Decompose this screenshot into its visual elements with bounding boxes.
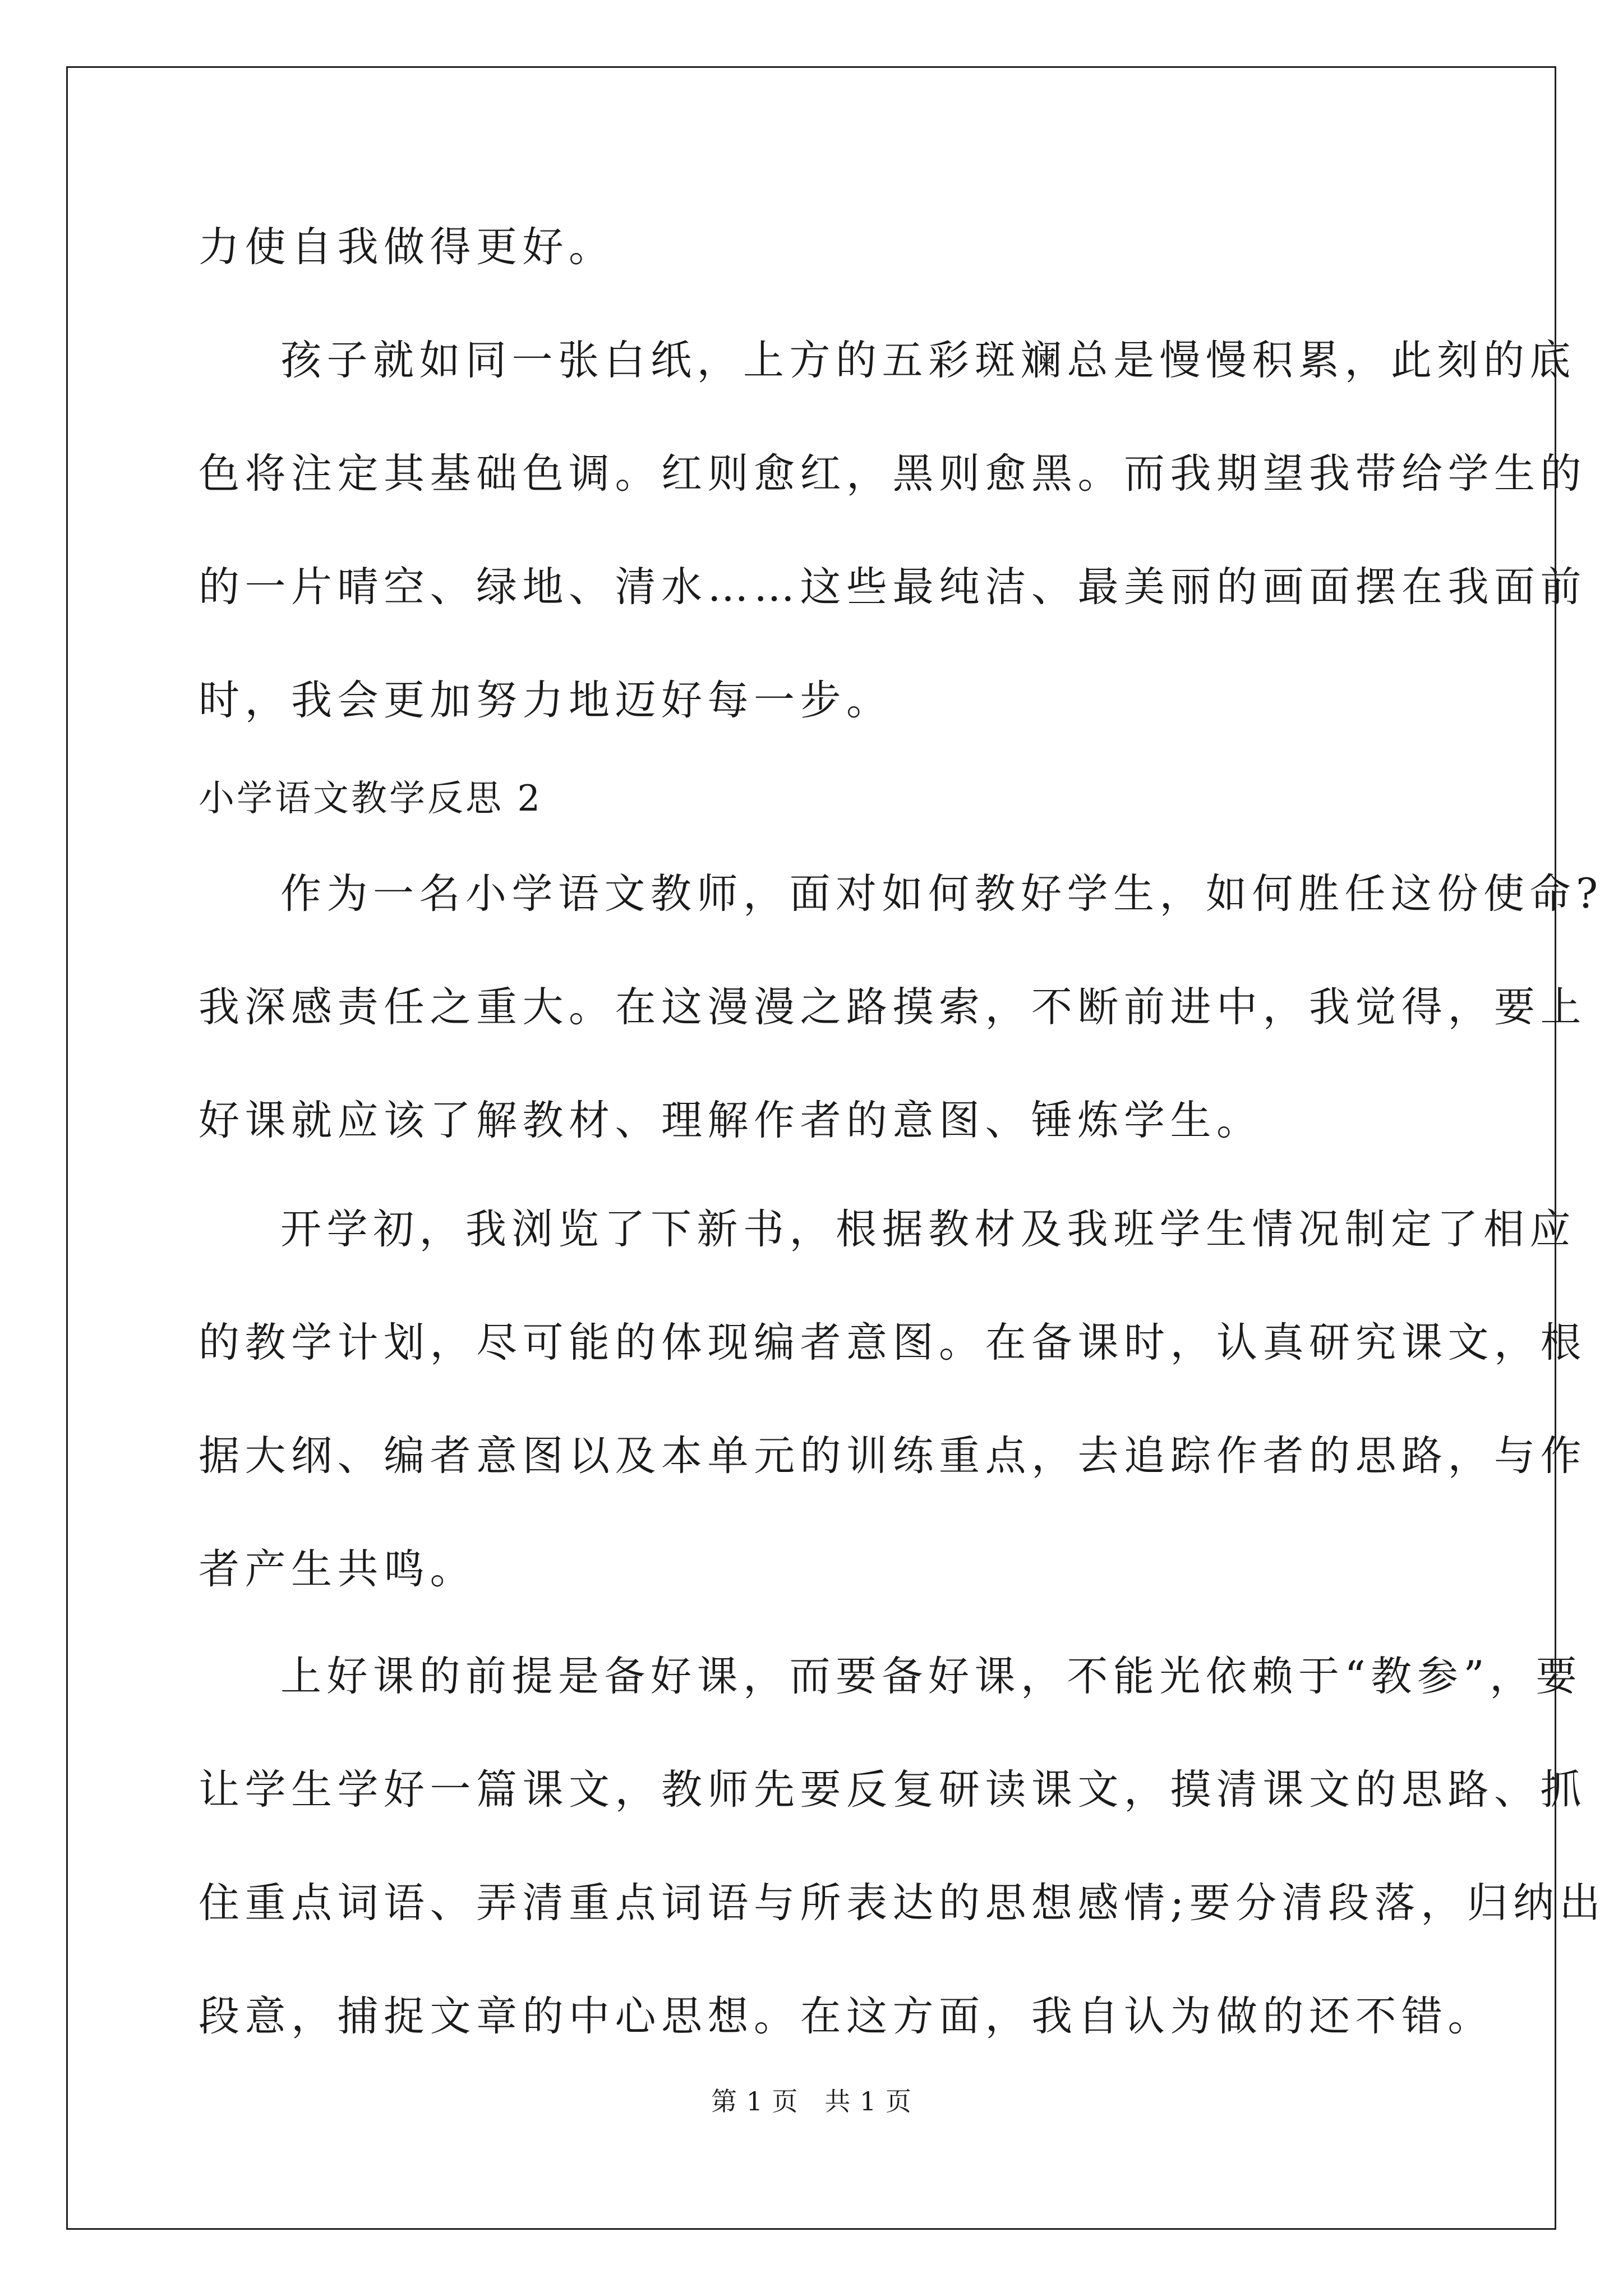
- text-line: 开学初，我浏览了下新书，根据教材及我班学生情况制定了相应: [280, 1205, 1576, 1253]
- text-line: 让学生学好一篇课文，教师先要反复研读课文，摸清课文的思路、抓: [199, 1766, 1587, 1814]
- page-footer: 第 1 页 共 1 页: [711, 2086, 912, 2116]
- text-line: 住重点词语、弄清重点词语与所表达的思想感情;要分清段落，归纳出: [199, 1879, 1606, 1927]
- text-line: 好课就应该了解教材、理解作者的意图、锤炼学生。: [199, 1097, 1263, 1144]
- text-line: 上好课的前提是备好课，而要备好课，不能光依赖于“教参”，要: [280, 1653, 1583, 1700]
- text-line: 者产生共鸣。: [199, 1545, 476, 1593]
- text-line: 作为一名小学语文教师，面对如何教好学生，如何胜任这份使命?: [280, 870, 1603, 918]
- text-line: 我深感责任之重大。在这漫漫之路摸索，不断前进中，我觉得，要上: [199, 983, 1587, 1031]
- text-line: 力使自我做得更好。: [199, 223, 615, 271]
- text-line: 色将注定其基础色调。红则愈红，黑则愈黑。而我期望我带给学生的: [199, 450, 1587, 498]
- section-heading: 小学语文教学反思 2: [199, 778, 543, 820]
- text-line: 时，我会更加努力地迈好每一步。: [199, 677, 893, 724]
- text-line: 的教学计划，尽可能的体现编者意图。在备课时，认真研究课文，根: [199, 1319, 1587, 1366]
- text-line: 段意，捕捉文章的中心思想。在这方面，我自认为做的还不错。: [199, 1993, 1494, 2040]
- text-line: 孩子就如同一张白纸，上方的五彩斑斓总是慢慢积累，此刻的底: [280, 337, 1576, 384]
- text-line: 据大纲、编者意图以及本单元的训练重点，去追踪作者的思路，与作: [199, 1432, 1587, 1480]
- text-line: 的一片晴空、绿地、清水……这些最纯洁、最美丽的画面摆在我面前: [199, 563, 1587, 611]
